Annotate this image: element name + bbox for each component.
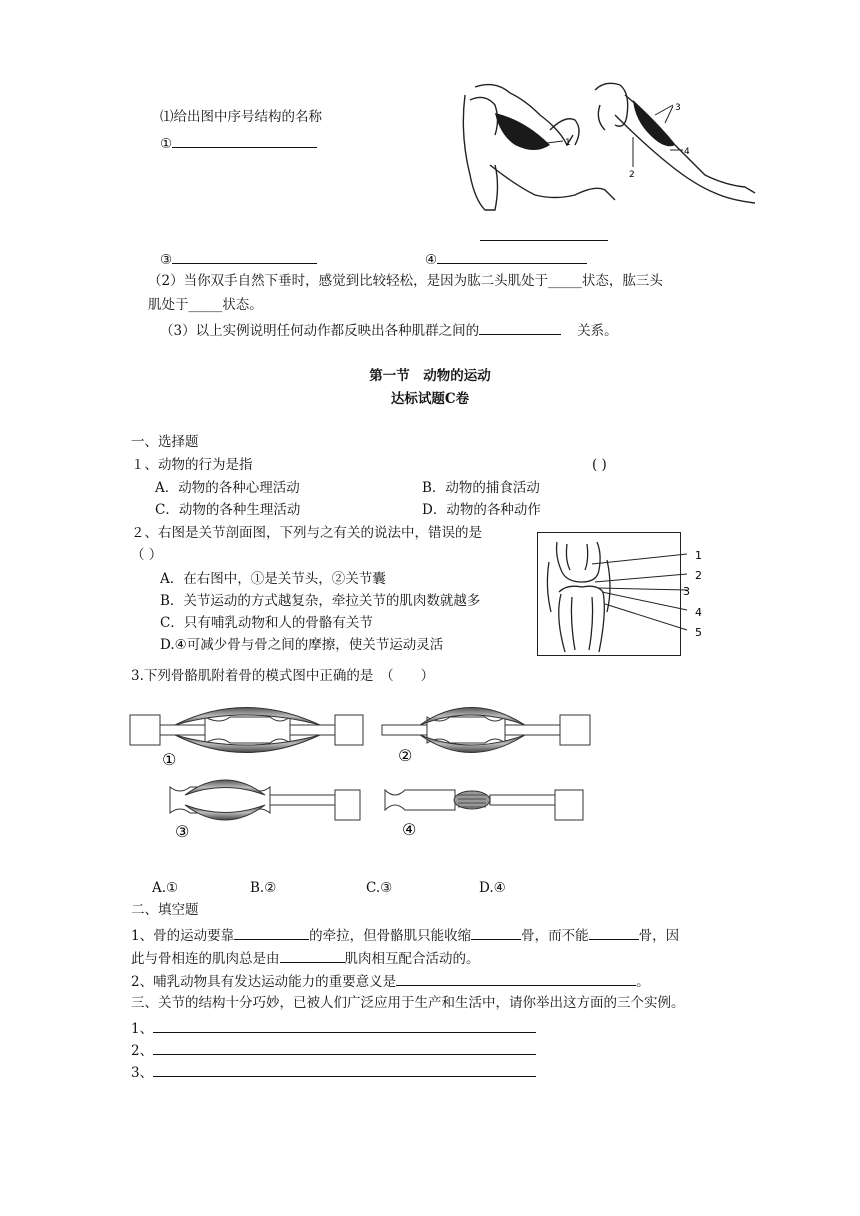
muscle-diagram-3 — [170, 780, 360, 841]
muscle-diagram-1 — [130, 708, 363, 770]
biceps-muscle — [495, 113, 550, 150]
fill-q2-text-1: 2、哺乳动物具有发达运动能力的重要意义是 — [131, 974, 397, 990]
q2-line-2: 肌处于_____状态。 — [148, 297, 263, 313]
muscle-attachment-figures — [130, 695, 610, 855]
part3-blank-3[interactable] — [153, 1062, 536, 1077]
choice-q2-stem: ２、右图是关节剖面图，下列与之有关的说法中，错误的是 — [131, 525, 482, 541]
arm-label-1: 1 — [565, 138, 571, 148]
joint-label-4: 4 — [695, 606, 702, 619]
fill-q1-text-3: 骨，而不能 — [521, 928, 589, 944]
choice-q1-stem: １、动物的行为是指 — [131, 457, 253, 473]
muscle-diagram-4 — [385, 790, 583, 839]
part3-blank-1[interactable] — [153, 1018, 536, 1033]
fill-q1-text-1: 1、骨的运动要靠 — [131, 928, 235, 944]
part3-prompt: 三、关节的结构十分巧妙，已被人们广泛应用于生产和生活中，请你举出这方面的三个实例。 — [131, 995, 685, 1011]
choice-q2-option-b: B．关节运动的方式越复杂，牵拉关节的肌肉数就越多 — [160, 593, 481, 609]
part3-blank-2[interactable] — [153, 1040, 536, 1055]
blank-3-row — [160, 249, 317, 269]
q1-label: ⑴给出图中序号结构的名称 — [160, 109, 322, 125]
q3-text-after: 关系。 — [577, 323, 618, 339]
q3-text-before: （3）以上实例说明任何动作都反映出各种肌群之间的 — [160, 323, 480, 339]
diagram-marker-4: ④ — [402, 820, 417, 839]
fill-q1-text-4: 骨，因 — [638, 928, 680, 944]
choice-section-title: 一、选择题 — [131, 434, 199, 450]
joint-section-figure — [537, 532, 747, 657]
fill-q1-text-6: 肌肉相互配合活动的。 — [344, 951, 480, 967]
choice-q1-paren: ( ) — [592, 457, 607, 473]
diagram-marker-2: ② — [398, 746, 413, 765]
extended-arm-drawing — [595, 83, 755, 203]
part3-item-3-label: 3、 — [131, 1065, 154, 1081]
page-subtitle: 达标试题C卷 — [390, 391, 470, 407]
q2-line-1: （2）当你双手自然下垂时，感觉到比较轻松，是因为肱二头肌处于_____状态，肱三头 — [148, 273, 663, 289]
answer-blank-3[interactable] — [172, 249, 317, 264]
fill-q1-text-2: 的牵拉，但骨骼肌只能收缩 — [309, 928, 472, 944]
fill-section-title: 二、填空题 — [131, 902, 199, 918]
choice-q3-option-c: C.③ — [366, 880, 393, 896]
choice-q2-paren: （ ） — [131, 547, 163, 563]
part3-item-2 — [131, 1040, 536, 1060]
page-title: 第一节 动物的运动 — [369, 368, 491, 384]
fill-q1-text-5: 此与骨相连的肌肉总是由 — [131, 951, 280, 967]
q3-row — [160, 320, 618, 340]
joint-label-3: 3 — [683, 585, 690, 598]
arm-label-3: 3 — [675, 103, 681, 113]
blank-1-row — [160, 133, 317, 153]
joint-drawing — [547, 542, 610, 652]
fill-blank-3[interactable] — [589, 925, 639, 940]
choice-q2-option-c: C．只有哺乳动物和人的骨骼有关节 — [160, 615, 373, 631]
fill-blank-1[interactable] — [234, 925, 309, 940]
choice-q3-option-b: B.② — [250, 880, 277, 896]
joint-label-5: 5 — [695, 626, 702, 639]
blank-3-marker: ③ — [160, 252, 173, 268]
choice-q3-option-d: D.④ — [479, 880, 506, 896]
arm-muscle-figure — [455, 75, 775, 225]
joint-label-2: 2 — [695, 569, 702, 582]
fill-q2-line — [131, 971, 650, 991]
fill-q1-line-1 — [131, 925, 679, 945]
diagram-marker-3: ③ — [175, 822, 190, 841]
part3-item-1-label: 1、 — [131, 1021, 154, 1037]
choice-q1-option-b: B．动物的捕食活动 — [422, 480, 540, 496]
fill-q2-text-2: 。 — [636, 974, 650, 990]
choice-q3-stem: 3.下列骨骼肌附着骨的模式图中正确的是 （ ） — [131, 668, 435, 684]
fill-blank-4[interactable] — [280, 948, 345, 963]
part3-item-2-label: 2、 — [131, 1043, 154, 1059]
choice-q1-option-c: C．动物的各种生理活动 — [155, 502, 301, 518]
joint-label-1: 1 — [695, 549, 702, 562]
choice-q3-option-a: A.① — [152, 880, 179, 896]
blank-1-marker: ① — [160, 136, 173, 152]
muscle-diagram-2 — [382, 708, 590, 766]
answer-blank-1[interactable] — [172, 133, 317, 148]
part3-item-3 — [131, 1062, 536, 1082]
answer-blank-2[interactable] — [480, 226, 608, 241]
diagram-marker-1: ① — [162, 750, 177, 769]
answer-blank-relation[interactable] — [479, 320, 561, 335]
answer-blank-4[interactable] — [437, 249, 587, 264]
fill-blank-5[interactable] — [396, 971, 636, 986]
fill-blank-2[interactable] — [471, 925, 521, 940]
arm-label-2: 2 — [629, 170, 635, 180]
choice-q2-option-a: A．在右图中，①是关节头，②关节囊 — [160, 571, 386, 587]
arm-label-4: 4 — [684, 147, 690, 157]
blank-4-row — [425, 249, 587, 269]
choice-q1-option-a: A．动物的各种心理活动 — [155, 480, 300, 496]
blank-4-marker: ④ — [425, 252, 438, 268]
choice-q2-option-d: D.④可减少骨与骨之间的摩擦，使关节运动灵活 — [160, 637, 444, 653]
choice-q1-option-d: D．动物的各种动作 — [422, 502, 541, 518]
fill-q1-line-2 — [131, 948, 480, 968]
part3-item-1 — [131, 1018, 536, 1038]
